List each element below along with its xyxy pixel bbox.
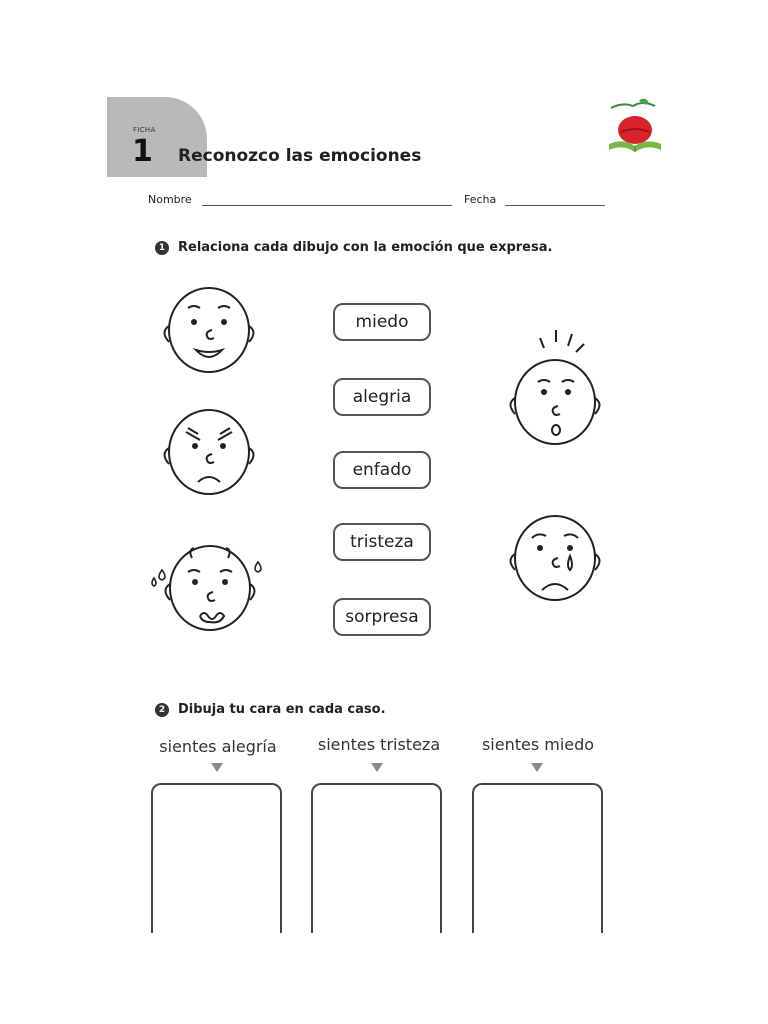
name-field[interactable] — [202, 205, 452, 206]
name-label: Nombre — [148, 193, 192, 206]
page-title: Reconozco las emociones — [178, 146, 422, 166]
question-1-number: 1 — [155, 241, 169, 255]
happy-face[interactable] — [158, 280, 260, 380]
date-label: Fecha — [464, 193, 497, 206]
draw-box-tristeza[interactable] — [311, 783, 442, 933]
word-box-enfado[interactable]: enfado — [333, 451, 431, 489]
caption-miedo: sientes miedo — [481, 735, 595, 754]
down-arrow-icon — [531, 763, 543, 772]
draw-box-alegria[interactable] — [151, 783, 282, 933]
word-box-miedo[interactable]: miedo — [333, 303, 431, 341]
down-arrow-icon — [211, 763, 223, 772]
draw-box-miedo[interactable] — [472, 783, 603, 933]
word-box-tristeza[interactable]: tristeza — [333, 523, 431, 561]
down-arrow-icon — [371, 763, 383, 772]
date-field[interactable] — [505, 205, 605, 206]
word-box-alegria[interactable]: alegria — [333, 378, 431, 416]
question-2-number: 2 — [155, 703, 169, 717]
word-box-sorpresa[interactable]: sorpresa — [333, 598, 431, 636]
surprised-face[interactable] — [504, 326, 606, 450]
tab-label: FICHA — [133, 126, 156, 134]
apple-book-logo — [603, 96, 667, 160]
sad-face[interactable] — [504, 508, 606, 608]
caption-alegria: sientes alegría — [159, 737, 277, 756]
worksheet-number: 1 — [132, 134, 153, 169]
scared-face[interactable] — [148, 536, 268, 640]
angry-face[interactable] — [158, 402, 260, 502]
question-2-text: Dibuja tu cara en cada caso. — [178, 702, 386, 717]
caption-tristeza: sientes tristeza — [317, 735, 441, 754]
question-1-text: Relaciona cada dibujo con la emoción que expresa. — [178, 240, 553, 255]
